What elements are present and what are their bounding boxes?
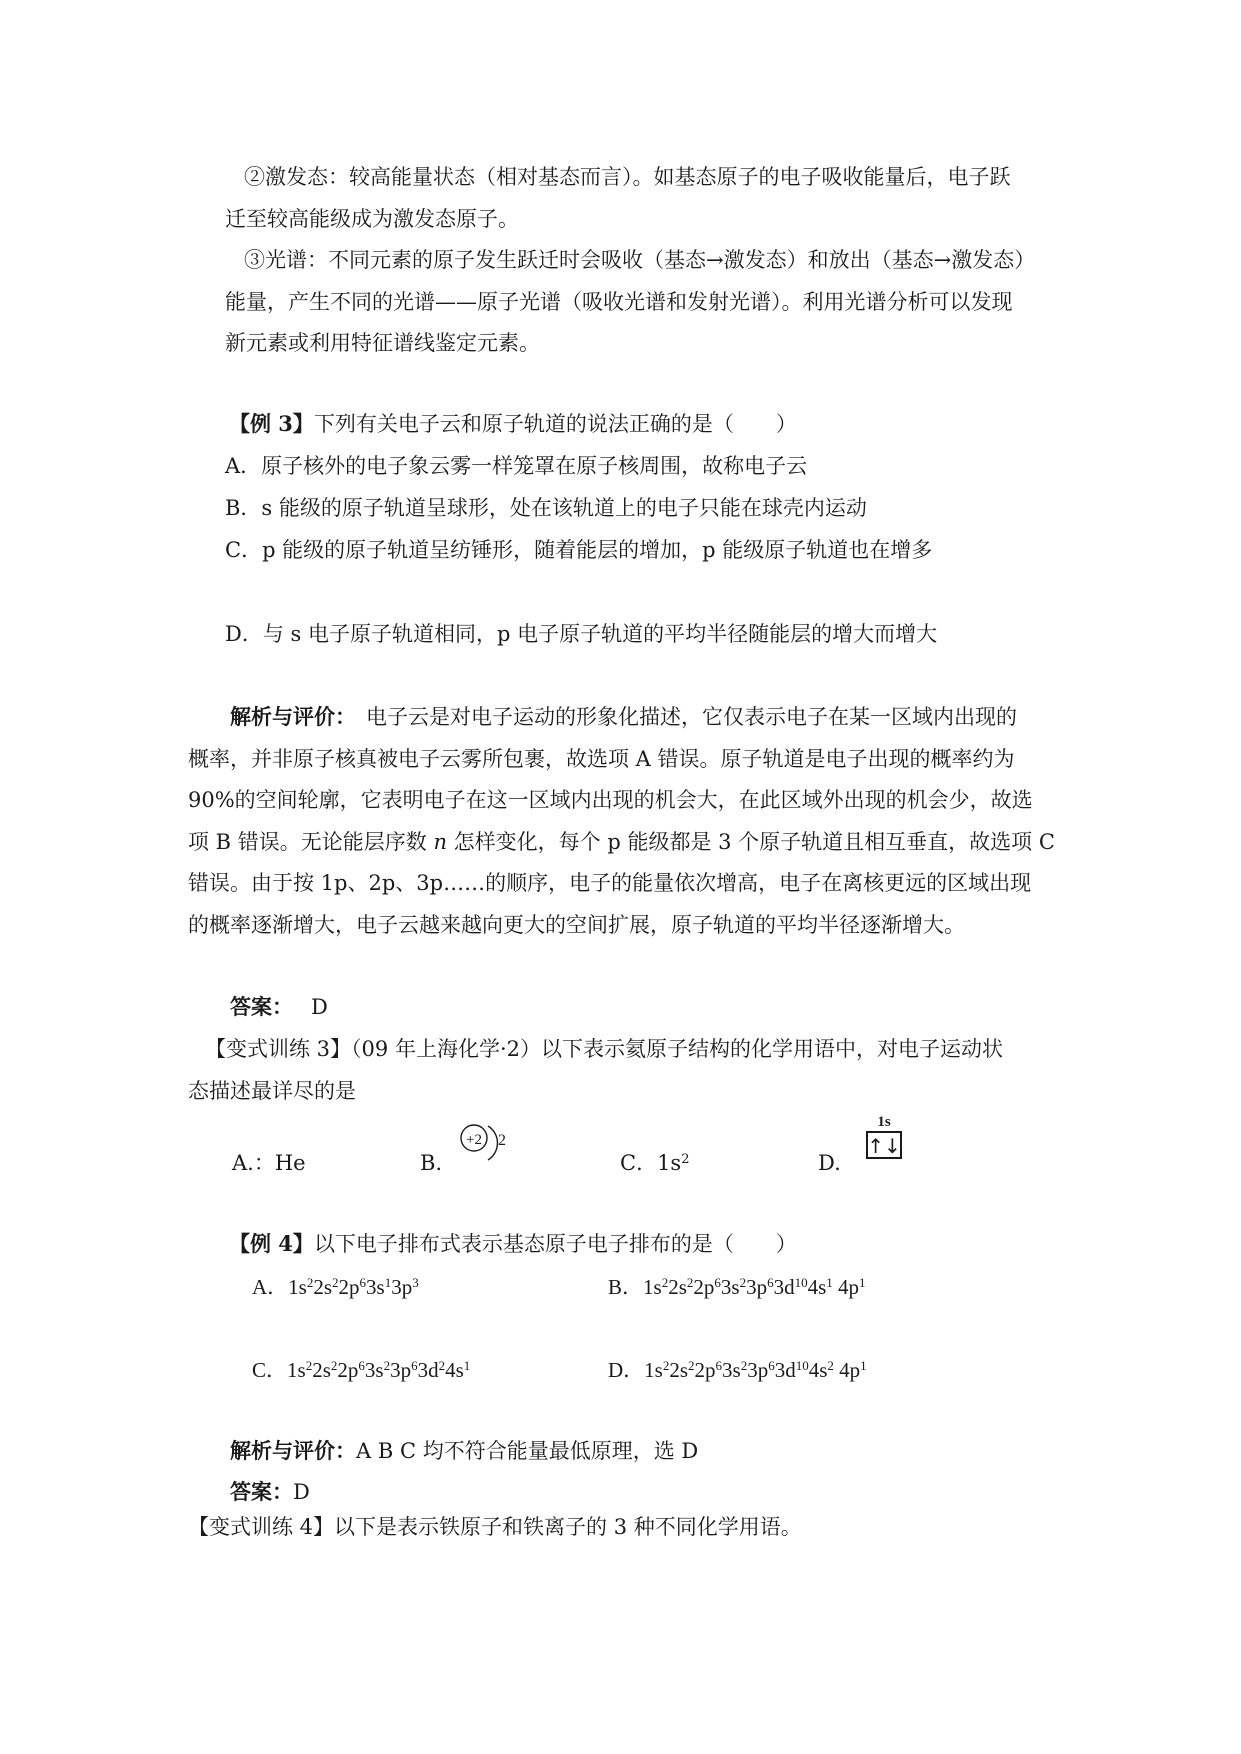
analysis-3-n-symbol: n [433, 830, 447, 854]
variant-4-text: 以下是表示铁原子和铁离子的 3 种不同化学用语。 [334, 1515, 802, 1539]
variant-4 [188, 1513, 802, 1541]
example-4-option-b: B．$1s^22s^22p^63s^23p^63d^{10}4s^1$ $4p^1$ [608, 1275, 866, 1299]
helium-atom-diagram [458, 1120, 518, 1176]
example-3-option-b: B．s 能级的原子轨道呈球形，处在该轨道上的电子只能在球壳内运动 [225, 496, 867, 520]
example-4-option-d: D．$1s^22s^22p^63s^23p^63d^{10}4s^2$ $4p^1$ [608, 1358, 867, 1382]
spectrum-line-1: ③光谱：不同元素的原子发生跃迁时会吸收（基态→激发态）和放出（基态→激发态） [244, 248, 1036, 272]
example-4-option-a: A．$1s^22s^22p^63s^13p^3$ [252, 1275, 419, 1299]
analysis-4-label: 解析与评价： [230, 1438, 356, 1463]
example-3-option-a: A．原子核外的电子象云雾一样笼罩在原子核周围，故称电子云 [225, 454, 808, 478]
answer-3-value: D [311, 995, 328, 1019]
example-4-option-c: C．$1s^22s^22p^63s^23p^63d^24s^1$ [252, 1358, 471, 1382]
orbital-label: 1s [877, 1114, 891, 1130]
spectrum-line-2: 能量，产生不同的光谱——原子光谱（吸收光谱和发射光谱）。利用光谱分析可以发现 [225, 290, 1013, 314]
analysis-3-line-1 [230, 703, 1017, 731]
electron-spin-arrows: ↑↓ [867, 1134, 901, 1158]
example-3-stem: 下列有关电子云和原子轨道的说法正确的是（ ） [313, 412, 797, 436]
example-4-stem: 以下电子排布式表示基态原子电子排布的是（ ） [313, 1232, 797, 1256]
example-3-option-c: C．p 能级的原子轨道呈纺锤形，随着能层的增加，p 能级原子轨道也在增多 [225, 538, 933, 562]
shell-electron-count: 2 [498, 1132, 506, 1149]
analysis-3-text-1: 电子云是对电子运动的形象化描述，它仅表示电子在某一区域内出现的 [366, 705, 1017, 729]
variant-3-option-d: D. [818, 1151, 841, 1175]
analysis-3-line-4 [188, 828, 1055, 856]
example-3-option-d: D．与 s 电子原子轨道相同，p 电子原子轨道的平均半径随能层的增大而增大 [225, 622, 938, 646]
analysis-3-text-4b: 怎样变化，每个 p 能级都是 3 个原子轨道且相互垂直，故选项 C [447, 830, 1055, 854]
variant-3-option-c-sup: 2 [681, 1152, 690, 1167]
answer-3-label: 答案： [230, 994, 293, 1019]
variant-3-option-b: B. [420, 1151, 443, 1175]
excited-state-line-2: 迁至较高能级成为激发态原子。 [225, 207, 519, 231]
variant-4-tag: 【变式训练 4】 [188, 1515, 335, 1539]
variant-3-line-1 [205, 1035, 1003, 1063]
orbital-box-diagram [862, 1112, 906, 1170]
answer-4-label: 答案： [230, 1479, 293, 1504]
analysis-3-line-5: 错误。由于按 1p、2p、3p……的顺序，电子的能量依次增高，电子在离核更远的区域出现 [188, 871, 1032, 895]
example-4-question [229, 1230, 797, 1258]
analysis-4 [230, 1437, 698, 1465]
variant-3-line-2: 态描述最详尽的是 [188, 1079, 356, 1103]
answer-3 [230, 993, 328, 1021]
analysis-3-line-3: 90%的空间轮廓，它表明电子在这一区域内出现的机会大，在此区域外出现的机会少，故选 [188, 788, 1033, 812]
variant-3-text-1: （09 年上海化学·2）以下表示氦原子结构的化学用语中，对电子运动状 [351, 1037, 1003, 1061]
answer-4-value: D [293, 1480, 310, 1504]
variant-3-option-a: A.：He [232, 1151, 306, 1175]
analysis-3-label: 解析与评价： [230, 704, 356, 729]
excited-state-line-1: ②激发态：较高能量状态（相对基态而言）。如基态原子的电子吸收能量后，电子跃 [244, 165, 1011, 189]
analysis-4-text: A B C 均不符合能量最低原理，选 D [356, 1439, 699, 1463]
variant-3-option-c [620, 1149, 690, 1177]
spectrum-line-3: 新元素或利用特征谱线鉴定元素。 [225, 331, 540, 355]
variant-3-option-c-text: C．1s [620, 1151, 682, 1175]
variant-3-tag: 【变式训练 3】 [205, 1037, 352, 1061]
answer-4 [230, 1478, 310, 1506]
example-3-question [229, 410, 797, 438]
nucleus-charge: +2 [466, 1132, 482, 1148]
analysis-3-line-6: 的概率逐渐增大，电子云越来越向更大的空间扩展，原子轨道的平均半径逐渐增大。 [188, 913, 965, 937]
analysis-3-line-2: 概率，并非原子核真被电子云雾所包裹，故选项 A 错误。原子轨道是电子出现的概率约为 [188, 747, 1015, 771]
analysis-3-text-4a: 项 B 错误。无论能层序数 [188, 830, 434, 854]
example-3-tag: 【例 3】 [229, 411, 314, 436]
example-4-tag: 【例 4】 [229, 1231, 314, 1256]
electron-shell-arc [488, 1126, 497, 1160]
